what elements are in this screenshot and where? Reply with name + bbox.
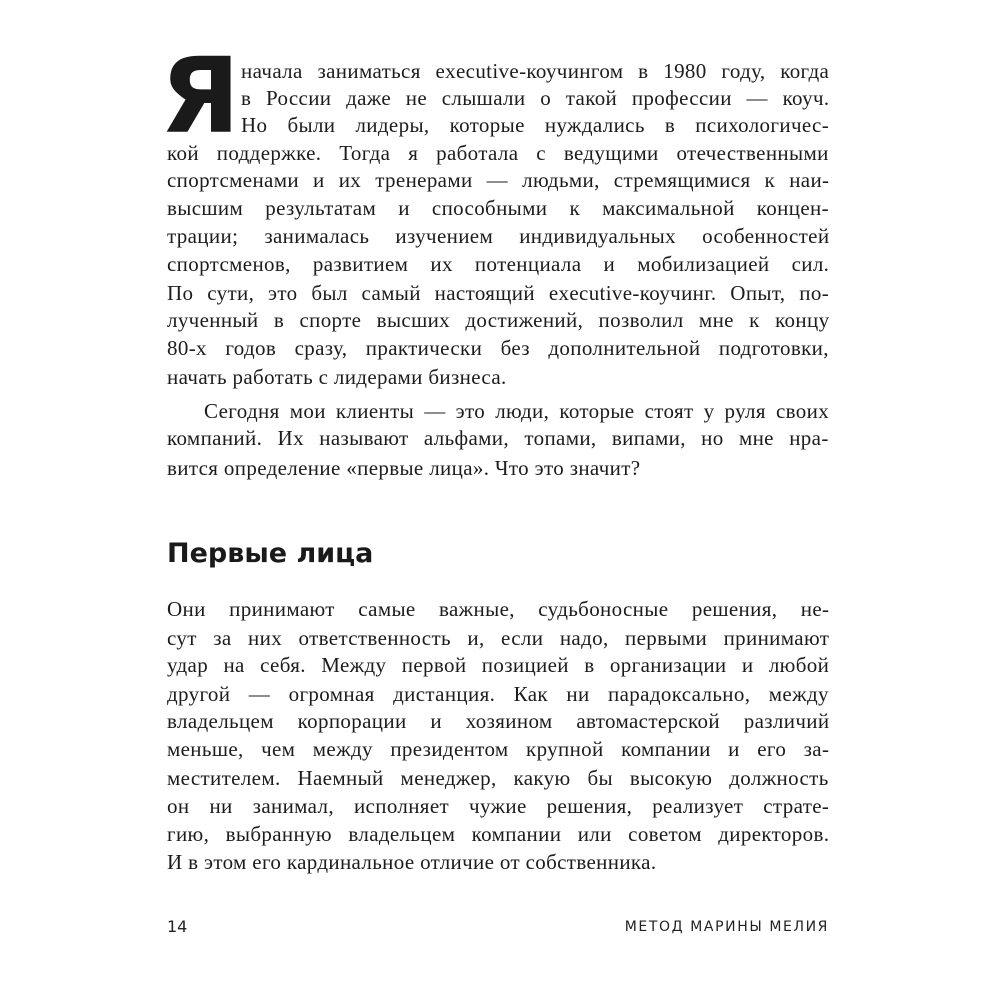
- text-line: местителем. Наемный менеджер, какую бы высокую должность: [167, 766, 829, 790]
- running-title: МЕТОД МАРИНЫ МЕЛИЯ: [624, 919, 829, 935]
- text-line: он ни занимал, исполняет чужие решения, реализует страте-: [167, 794, 830, 818]
- section-heading: Первые лица: [167, 538, 374, 569]
- text-line: вится определение «первые лица». Что это значит?: [167, 456, 641, 480]
- text-line: гию, выбранную владельцем компании или советом директоров.: [167, 822, 830, 846]
- text-line: начать работать с лидерами бизнеса.: [167, 365, 507, 389]
- text-line: владельцем корпорации и хозяином автомастерской различий: [167, 709, 830, 733]
- text-line: меньше, чем между президентом крупной компании и его за-: [167, 737, 830, 761]
- text-line: сут за них ответственность и, если надо, первыми принимают: [167, 626, 830, 650]
- text-line: в России даже не слышали о такой профессии — коуч.: [241, 86, 830, 110]
- text-line: По сути, это был самый настоящий executive-коучинг. Опыт, по-: [167, 281, 830, 305]
- text-line: лученный в спорте высших достижений, позволил мне к концу: [167, 308, 830, 332]
- text-line: другой — огромная дистанция. Как ни парадоксально, между: [167, 682, 829, 706]
- text-line: 80-х годов сразу, практически без дополнительной подготовки,: [167, 336, 829, 360]
- text-line: кой поддержке. Тогда я работала с ведущими отечественными: [167, 141, 829, 165]
- text-line: компаний. Их называют альфами, топами, випами, но мне нра-: [167, 426, 829, 450]
- page-number: 14: [167, 917, 188, 936]
- text-line: Но были лидеры, которые нуждались в психологичес-: [241, 113, 830, 137]
- drop-cap: Я: [160, 35, 241, 157]
- text-line: И в этом его кардинальное отличие от собственника.: [167, 850, 657, 874]
- text-line: спортсменов, развитием их потенциала и мобилизацией сил.: [167, 252, 830, 276]
- text-line: начала заниматься executive-коучингом в 1980 году, когда: [241, 59, 830, 83]
- text-line: Сегодня мои клиенты — это люди, которые стоят у руля своих: [204, 399, 830, 423]
- text-line: Они принимают самые важные, судьбоносные решения, не-: [167, 597, 830, 621]
- text-line: трации; занималась изучением индивидуальных особенностей: [167, 224, 830, 248]
- text-line: высшим результатам и способными к максимальной концен-: [167, 196, 829, 220]
- text-line: удар на себя. Между первой позицией в организации и любой: [167, 653, 830, 677]
- text-line: спортсменами и их тренерами — людьми, стремящимися к наи-: [167, 168, 830, 192]
